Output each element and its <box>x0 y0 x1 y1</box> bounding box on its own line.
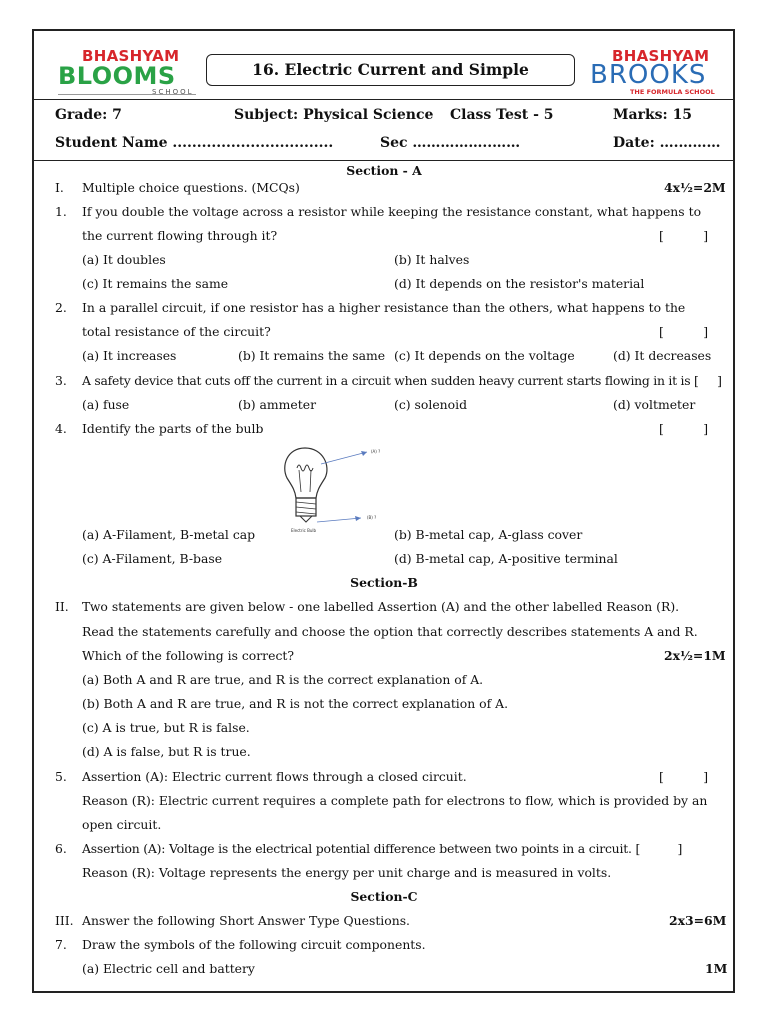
q5-assertion: Assertion (A): Electric current flows through a closed circuit. <box>82 769 467 784</box>
q-II-line2: Read the statements carefully and choose the option that correctly describes statements A and R. <box>82 624 698 639</box>
blooms-logo-top: BHASHYAM <box>82 47 180 65</box>
q6-num: 6. <box>55 841 67 856</box>
q3-line1: A safety device that cuts off the current in a circuit when sudden heavy current starts flowing in it is [ ] <box>82 373 722 388</box>
q5-num: 5. <box>55 769 67 784</box>
brooks-logo-main: BROOKS <box>590 60 707 90</box>
blooms-logo-sub: SCHOOL <box>152 88 194 96</box>
info-divider <box>32 160 735 161</box>
q-II-option-c: (c) A is true, but R is false. <box>82 720 250 735</box>
subject: Subject: Physical Science <box>234 107 434 123</box>
q1-num: 1. <box>55 204 67 219</box>
q-II-marks: 2x½=1M <box>664 648 726 663</box>
q2-line2: total resistance of the circuit? <box>82 324 271 339</box>
figure-caption: Electric Bulb <box>291 528 317 532</box>
q2-option-b: (b) It remains the same <box>238 348 386 363</box>
q2-option-c: (c) It depends on the voltage <box>394 348 575 363</box>
date-field: Date: ….……… <box>613 135 721 151</box>
q4-option-b: (b) B-metal cap, A-glass cover <box>394 527 583 542</box>
q7-option-a: (a) Electric cell and battery <box>82 961 255 976</box>
q3-option-b: (b) ammeter <box>238 397 316 412</box>
q5-answer-bracket: [ ] <box>659 769 709 784</box>
q6-assertion: Assertion (A): Voltage is the electrical potential difference between two points in a circuit. [ ] <box>82 841 683 856</box>
brooks-logo-sub: THE FORMULA SCHOOL <box>630 88 715 96</box>
blooms-logo-underline <box>58 94 196 95</box>
q5-reason-line2: open circuit. <box>82 817 162 832</box>
q4-line1: Identify the parts of the bulb <box>82 421 264 436</box>
q1-option-d: (d) It depends on the resistor's material <box>394 276 645 291</box>
q-II-option-b: (b) Both A and R are true, and R is not the correct explanation of A. <box>82 696 509 711</box>
q-III-num: III. <box>55 913 74 928</box>
q6-reason: Reason (R): Voltage represents the energy per unit charge and is measured in volts. <box>82 865 612 880</box>
brooks-logo-top: BHASHYAM <box>612 47 710 65</box>
q-II-option-a: (a) Both A and R are true, and R is the correct explanation of A. <box>82 672 484 687</box>
figure-label-a: (A) ? <box>371 449 381 454</box>
section-field: Sec ……………..…… <box>380 135 521 151</box>
q2-line1: In a parallel circuit, if one resistor has a higher resistance than the others, what happens to the <box>82 300 686 315</box>
section-c-heading: Section-C <box>350 889 418 904</box>
q2-num: 2. <box>55 300 67 315</box>
q-II-line1: Two statements are given below - one labelled Assertion (A) and the other labelled Reason (R). <box>82 599 680 614</box>
section-b-heading: Section-B <box>350 575 418 590</box>
q-III-marks: 2x3=6M <box>669 913 727 928</box>
q-II-num: II. <box>55 599 69 614</box>
paper-title: 16. Electric Current and Simple <box>206 54 575 86</box>
marks: Marks: 15 <box>613 107 693 123</box>
figure-label-b: (B) ? <box>367 515 377 520</box>
q4-num: 4. <box>55 421 67 436</box>
q1-option-c: (c) It remains the same <box>82 276 229 291</box>
q3-option-c: (c) solenoid <box>394 397 467 412</box>
label-a-pointer <box>321 452 367 464</box>
q3-option-a: (a) fuse <box>82 397 130 412</box>
q-II-option-d: (d) A is false, but R is true. <box>82 744 251 759</box>
student-name: Student Name ................................. <box>55 135 334 151</box>
q4-answer-bracket: [ ] <box>659 421 709 436</box>
q1-option-a: (a) It doubles <box>82 252 166 267</box>
q2-answer-bracket: [ ] <box>659 324 709 339</box>
q1-answer-bracket: [ ] <box>659 228 709 243</box>
q4-option-a: (a) A-Filament, B-metal cap <box>82 527 256 542</box>
q2-option-d: (d) It decreases <box>613 348 712 363</box>
q3-option-d: (d) voltmeter <box>613 397 696 412</box>
q5-reason-line1: Reason (R): Electric current requires a complete path for electrons to flow, which is provided by an <box>82 793 708 808</box>
grade: Grade: 7 <box>55 107 122 123</box>
q1-option-b: (b) It halves <box>394 252 470 267</box>
bulb-figure <box>275 440 395 532</box>
label-b-pointer <box>317 518 361 522</box>
q2-option-a: (a) It increases <box>82 348 177 363</box>
q1-line1: If you double the voltage across a resistor while keeping the resistance constant, what happens to <box>82 204 702 219</box>
bulb-glass-outline <box>285 448 327 498</box>
q1-line2: the current flowing through it? <box>82 228 278 243</box>
q-I-num: I. <box>55 180 64 195</box>
section-a-heading: Section - A <box>346 163 422 178</box>
q4-option-d: (d) B-metal cap, A-positive terminal <box>394 551 618 566</box>
q-III-text: Answer the following Short Answer Type Questions. <box>82 913 411 928</box>
q-I-marks: 4x½=2M <box>664 180 726 195</box>
q7-text: Draw the symbols of the following circuit components. <box>82 937 426 952</box>
blooms-logo-main: BLOOMS <box>58 62 176 90</box>
q7-marks: 1M <box>705 961 728 976</box>
class-test: Class Test - 5 <box>450 107 554 123</box>
q4-option-c: (c) A-Filament, B-base <box>82 551 223 566</box>
header-divider <box>32 99 735 100</box>
q7-num: 7. <box>55 937 67 952</box>
q-I-text: Multiple choice questions. (MCQs) <box>82 180 300 195</box>
q3-num: 3. <box>55 373 67 388</box>
q-II-line3: Which of the following is correct? <box>82 648 295 663</box>
